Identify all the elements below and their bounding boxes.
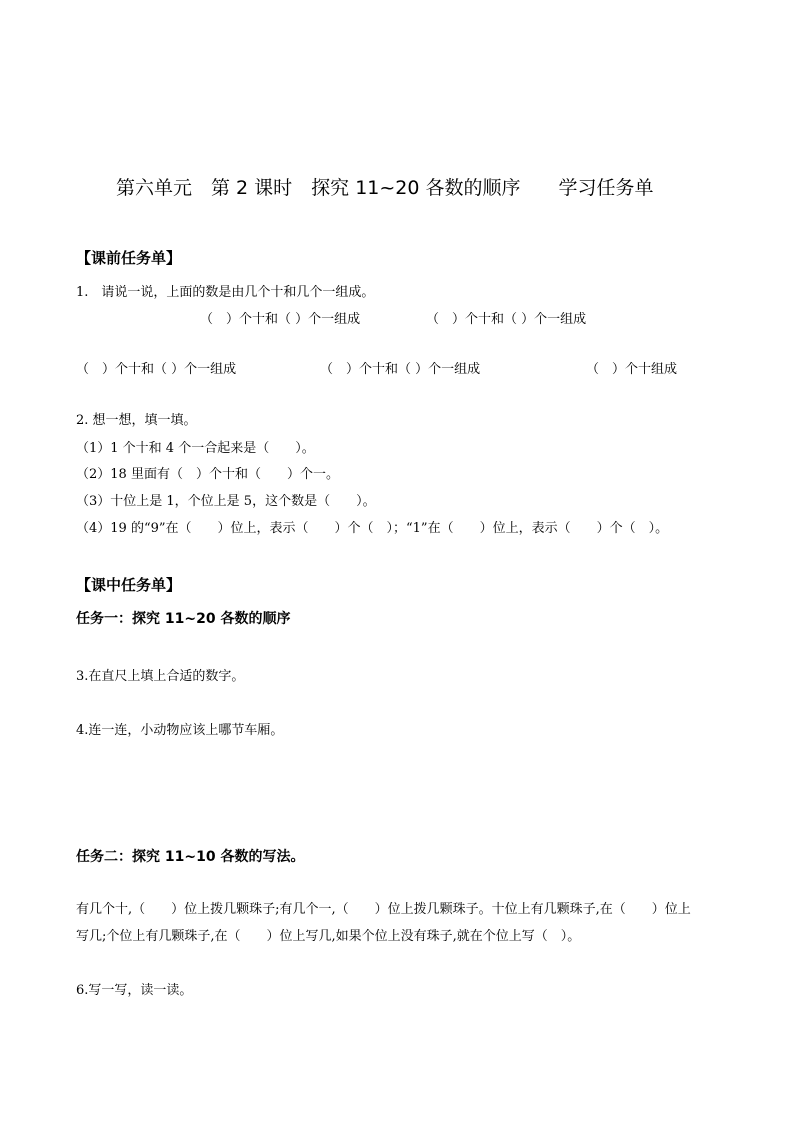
task-1-title: 任务一：探究 11~20 各数的顺序 xyxy=(76,611,291,627)
task-2-title: 任务二：探究 11~10 各数的写法。 xyxy=(76,849,305,865)
question-2-item: （4）19 的“9”在（ ）位上，表示（ ）个（ ）；“1”在（ ）位上，表示（ ）个（ ）。 xyxy=(76,521,669,536)
q1-blank-d: （ ）个十和（ ）个一组成 xyxy=(320,362,481,377)
q1-blank-b: （ ）个十和（ ）个一组成 xyxy=(426,312,587,327)
question-2-item: （2）18 里面有（ ）个十和（ ）个一。 xyxy=(76,467,339,482)
q1-blank-c: （ ）个十和（ ）个一组成 xyxy=(76,362,237,377)
question-2-prompt: 2. 想一想，填一填。 xyxy=(76,413,197,428)
q1-blank-a: （ ）个十和（ ）个一组成 xyxy=(200,312,361,327)
task-2-paragraph-line-2: 写几;个位上有几颗珠子,在（ ）位上写几,如果个位上没有珠子,就在个位上写（ ）。 xyxy=(76,929,581,944)
question-2-item: （1）1 个十和 4 个一合起来是（ ）。 xyxy=(76,441,315,456)
in-class-heading: 【课中任务单】 xyxy=(76,576,182,594)
pre-class-heading: 【课前任务单】 xyxy=(76,249,182,267)
task-2-paragraph-line-1: 有几个十,（ ）位上拨几颗珠子;有几个一,（ ）位上拨几颗珠子。十位上有几颗珠子,在（ ）位上 xyxy=(76,902,691,917)
question-3: 3.在直尺上填上合适的数字。 xyxy=(76,669,245,684)
page-title: 第六单元 第 2 课时 探究 11~20 各数的顺序 学习任务单 xyxy=(116,177,654,199)
question-1-prompt: 1. 请说一说，上面的数是由几个十和几个一组成。 xyxy=(76,285,375,300)
question-4: 4.连一连，小动物应该上哪节车厢。 xyxy=(76,723,284,738)
q1-blank-e: （ ）个十组成 xyxy=(586,362,678,377)
question-2-item: （3）十位上是 1，个位上是 5，这个数是（ ）。 xyxy=(76,494,376,509)
question-6: 6.写一写，读一读。 xyxy=(76,983,193,998)
